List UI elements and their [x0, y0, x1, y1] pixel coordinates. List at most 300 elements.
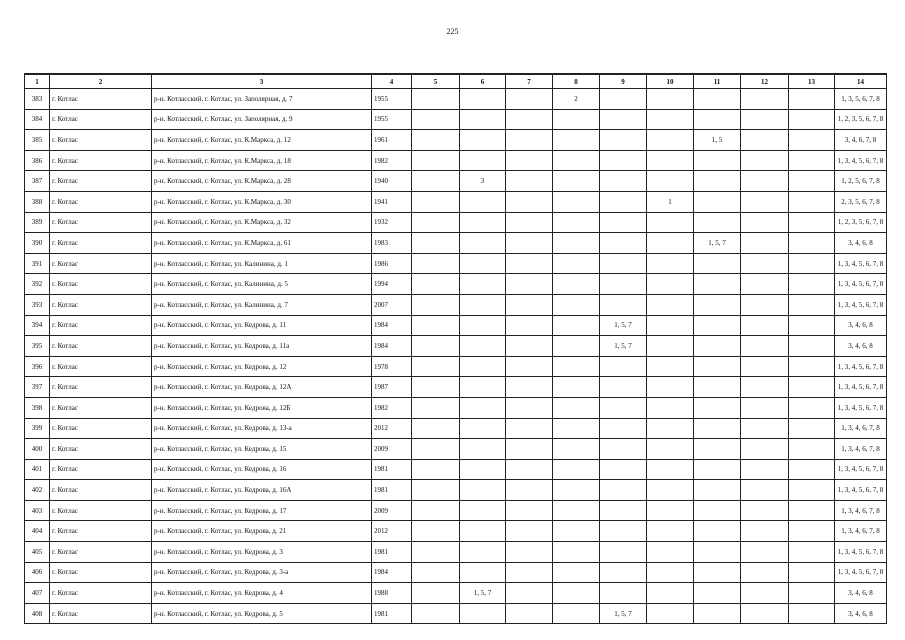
cell-col-14: 1, 3, 4, 5, 6, 7, 8	[835, 274, 887, 295]
cell-address: р-н. Котласский, г. Котлас, ул. Кедрова, д. 12Б	[152, 397, 372, 418]
cell-build-year: 1932	[372, 212, 412, 233]
cell-col-5	[412, 294, 460, 315]
table-row	[25, 377, 887, 398]
cell-col-7	[506, 212, 553, 233]
cell-settlement: г. Котлас	[50, 191, 152, 212]
table-row	[25, 274, 887, 295]
cell-col-9	[600, 253, 647, 274]
cell-col-12	[741, 583, 789, 604]
cell-address: р-н. Котласский, г. Котлас, ул. Кедрова, д. 15	[152, 439, 372, 460]
cell-address: р-н. Котласский, г. Котлас, ул. Калинина, д. 1	[152, 253, 372, 274]
cell-col-12	[741, 603, 789, 624]
cell-col-7	[506, 480, 553, 501]
cell-col-11	[694, 212, 741, 233]
cell-col-13	[789, 294, 835, 315]
cell-col-9	[600, 89, 647, 110]
cell-build-year: 1994	[372, 274, 412, 295]
cell-address: р-н. Котласский, г. Котлас, ул. К.Маркса, д. 28	[152, 171, 372, 192]
table-row	[25, 336, 887, 357]
cell-col-9	[600, 418, 647, 439]
cell-address: р-н. Котласский, г. Котлас, ул. Кедрова, д. 12А	[152, 377, 372, 398]
cell-col-12	[741, 315, 789, 336]
cell-col-13	[789, 603, 835, 624]
cell-col-10	[647, 294, 694, 315]
table-row	[25, 233, 887, 254]
cell-col-13	[789, 562, 835, 583]
cell-col-12	[741, 212, 789, 233]
cell-col-7	[506, 459, 553, 480]
cell-col-10	[647, 439, 694, 460]
cell-col-8	[553, 253, 600, 274]
cell-col-5	[412, 109, 460, 130]
cell-col-7	[506, 377, 553, 398]
cell-col-14: 3, 4, 6, 8	[835, 583, 887, 604]
cell-col-14: 3, 4, 6, 8	[835, 603, 887, 624]
header-col-2: 2	[50, 74, 152, 89]
cell-row-number: 387	[25, 171, 50, 192]
cell-col-10	[647, 583, 694, 604]
cell-col-6	[460, 150, 506, 171]
cell-col-7	[506, 397, 553, 418]
cell-col-7	[506, 542, 553, 563]
cell-col-6	[460, 377, 506, 398]
cell-col-13	[789, 459, 835, 480]
header-col-3: 3	[152, 74, 372, 89]
cell-col-12	[741, 109, 789, 130]
cell-col-14: 1, 3, 4, 5, 6, 7, 8	[835, 542, 887, 563]
cell-col-8	[553, 562, 600, 583]
cell-col-6	[460, 542, 506, 563]
table-row	[25, 150, 887, 171]
cell-col-8	[553, 274, 600, 295]
cell-col-11: 1, 5	[694, 130, 741, 151]
cell-col-5	[412, 583, 460, 604]
cell-col-12	[741, 191, 789, 212]
cell-col-10	[647, 150, 694, 171]
cell-col-9	[600, 480, 647, 501]
cell-col-13	[789, 109, 835, 130]
building-registry-table	[24, 73, 887, 624]
cell-col-10	[647, 603, 694, 624]
cell-row-number: 386	[25, 150, 50, 171]
cell-row-number: 391	[25, 253, 50, 274]
cell-col-8	[553, 294, 600, 315]
cell-col-13	[789, 212, 835, 233]
cell-col-11	[694, 191, 741, 212]
cell-col-9: 1, 5, 7	[600, 315, 647, 336]
cell-col-14: 1, 2, 3, 5, 6, 7, 8	[835, 109, 887, 130]
cell-col-11	[694, 89, 741, 110]
cell-col-11	[694, 521, 741, 542]
cell-col-13	[789, 439, 835, 460]
cell-col-11	[694, 315, 741, 336]
cell-col-7	[506, 439, 553, 460]
cell-col-13	[789, 315, 835, 336]
cell-col-14: 1, 3, 4, 5, 6, 7, 8	[835, 562, 887, 583]
cell-col-10	[647, 521, 694, 542]
cell-row-number: 402	[25, 480, 50, 501]
cell-col-11	[694, 356, 741, 377]
cell-col-12	[741, 542, 789, 563]
cell-col-12	[741, 130, 789, 151]
cell-col-11	[694, 397, 741, 418]
cell-row-number: 404	[25, 521, 50, 542]
cell-row-number: 408	[25, 603, 50, 624]
cell-col-11	[694, 562, 741, 583]
cell-build-year: 1981	[372, 459, 412, 480]
cell-col-14: 3, 4, 6, 8	[835, 233, 887, 254]
cell-row-number: 407	[25, 583, 50, 604]
cell-col-14: 1, 3, 4, 5, 6, 7, 8	[835, 459, 887, 480]
cell-col-14: 1, 3, 4, 6, 7, 8	[835, 439, 887, 460]
cell-col-7	[506, 150, 553, 171]
cell-col-8: 2	[553, 89, 600, 110]
table-body	[25, 89, 887, 624]
cell-col-6	[460, 439, 506, 460]
cell-col-14: 1, 3, 4, 6, 7, 8	[835, 521, 887, 542]
cell-col-7	[506, 418, 553, 439]
cell-address: р-н. Котласский, г. Котлас, ул. Калинина, д. 5	[152, 274, 372, 295]
cell-address: р-н. Котласский, г. Котлас, ул. Кедрова, д. 16А	[152, 480, 372, 501]
cell-address: р-н. Котласский, г. Котлас, ул. К.Маркса, д. 32	[152, 212, 372, 233]
cell-address: р-н. Котласский, г. Котлас, ул. К.Маркса, д. 18	[152, 150, 372, 171]
cell-build-year: 2012	[372, 418, 412, 439]
header-col-8: 8	[553, 74, 600, 89]
cell-col-11	[694, 171, 741, 192]
cell-col-14: 2, 3, 5, 6, 7, 8	[835, 191, 887, 212]
cell-col-8	[553, 542, 600, 563]
cell-build-year: 1983	[372, 233, 412, 254]
cell-col-9	[600, 356, 647, 377]
cell-col-11	[694, 480, 741, 501]
cell-col-6	[460, 418, 506, 439]
cell-col-9	[600, 397, 647, 418]
cell-col-7	[506, 603, 553, 624]
cell-col-8	[553, 439, 600, 460]
cell-build-year: 1981	[372, 480, 412, 501]
cell-col-5	[412, 130, 460, 151]
cell-col-10	[647, 542, 694, 563]
cell-col-6	[460, 336, 506, 357]
cell-build-year: 1982	[372, 150, 412, 171]
header-col-1: 1	[25, 74, 50, 89]
cell-address: р-н. Котласский, г. Котлас, ул. Кедрова, д. 4	[152, 583, 372, 604]
cell-col-13	[789, 89, 835, 110]
cell-settlement: г. Котлас	[50, 212, 152, 233]
cell-col-7	[506, 562, 553, 583]
cell-col-5	[412, 500, 460, 521]
cell-col-8	[553, 397, 600, 418]
cell-col-10	[647, 418, 694, 439]
cell-col-10	[647, 397, 694, 418]
cell-col-8	[553, 315, 600, 336]
cell-col-13	[789, 356, 835, 377]
cell-address: р-н. Котласский, г. Котлас, ул. Кедрова, д. 11а	[152, 336, 372, 357]
cell-col-12	[741, 294, 789, 315]
cell-col-14: 1, 2, 3, 5, 6, 7, 8	[835, 212, 887, 233]
cell-col-14: 1, 2, 5, 6, 7, 8	[835, 171, 887, 192]
cell-build-year: 1941	[372, 191, 412, 212]
cell-col-8	[553, 212, 600, 233]
table-row	[25, 212, 887, 233]
cell-build-year: 2009	[372, 500, 412, 521]
cell-col-6	[460, 500, 506, 521]
cell-col-8	[553, 171, 600, 192]
cell-settlement: г. Котлас	[50, 253, 152, 274]
page-number: 225	[446, 27, 459, 36]
cell-col-12	[741, 500, 789, 521]
cell-settlement: г. Котлас	[50, 274, 152, 295]
cell-col-10	[647, 480, 694, 501]
cell-col-6	[460, 521, 506, 542]
cell-row-number: 405	[25, 542, 50, 563]
cell-address: р-н. Котласский, г. Котлас, ул. Кедрова, д. 13-а	[152, 418, 372, 439]
cell-col-14: 1, 3, 4, 5, 6, 7, 8	[835, 377, 887, 398]
cell-col-11	[694, 274, 741, 295]
cell-col-11	[694, 418, 741, 439]
cell-col-5	[412, 274, 460, 295]
table-row	[25, 253, 887, 274]
cell-col-9	[600, 171, 647, 192]
cell-col-7	[506, 336, 553, 357]
cell-build-year: 1981	[372, 603, 412, 624]
cell-col-7	[506, 191, 553, 212]
cell-col-13	[789, 233, 835, 254]
cell-row-number: 389	[25, 212, 50, 233]
cell-col-10: 1	[647, 191, 694, 212]
cell-col-10	[647, 253, 694, 274]
cell-col-11	[694, 439, 741, 460]
cell-col-8	[553, 191, 600, 212]
cell-address: р-н. Котласский, г. Котлас, ул. Кедрова, д. 21	[152, 521, 372, 542]
cell-col-13	[789, 191, 835, 212]
cell-address: р-н. Котласский, г. Котлас, ул. К.Маркса, д. 30	[152, 191, 372, 212]
cell-row-number: 385	[25, 130, 50, 151]
cell-col-6	[460, 191, 506, 212]
table-row	[25, 480, 887, 501]
cell-settlement: г. Котлас	[50, 171, 152, 192]
cell-col-8	[553, 459, 600, 480]
cell-col-5	[412, 603, 460, 624]
cell-col-8	[553, 418, 600, 439]
cell-col-13	[789, 150, 835, 171]
cell-col-13	[789, 500, 835, 521]
cell-col-11	[694, 336, 741, 357]
header-col-10: 10	[647, 74, 694, 89]
cell-address: р-н. Котласский, г. Котлас, ул. Кедрова, д. 11	[152, 315, 372, 336]
cell-col-9	[600, 500, 647, 521]
table-row	[25, 294, 887, 315]
cell-col-13	[789, 583, 835, 604]
cell-settlement: г. Котлас	[50, 480, 152, 501]
cell-col-12	[741, 521, 789, 542]
table-row	[25, 191, 887, 212]
cell-col-6: 3	[460, 171, 506, 192]
cell-col-11	[694, 459, 741, 480]
cell-build-year: 1986	[372, 253, 412, 274]
cell-col-5	[412, 89, 460, 110]
cell-col-6	[460, 109, 506, 130]
cell-build-year: 1955	[372, 109, 412, 130]
cell-col-5	[412, 336, 460, 357]
cell-col-5	[412, 459, 460, 480]
cell-col-10	[647, 109, 694, 130]
cell-col-10	[647, 377, 694, 398]
cell-address: р-н. Котласский, г. Котлас, ул. Заполярная, д. 7	[152, 89, 372, 110]
cell-col-12	[741, 356, 789, 377]
cell-col-12	[741, 233, 789, 254]
cell-settlement: г. Котлас	[50, 315, 152, 336]
cell-settlement: г. Котлас	[50, 356, 152, 377]
cell-col-9	[600, 294, 647, 315]
cell-col-11	[694, 603, 741, 624]
table-row	[25, 171, 887, 192]
cell-col-6	[460, 274, 506, 295]
table-row	[25, 356, 887, 377]
cell-col-12	[741, 418, 789, 439]
table-row	[25, 521, 887, 542]
cell-col-9	[600, 274, 647, 295]
cell-col-11	[694, 150, 741, 171]
cell-address: р-н. Котласский, г. Котлас, ул. Кедрова, д. 3-а	[152, 562, 372, 583]
cell-col-13	[789, 171, 835, 192]
cell-col-9	[600, 212, 647, 233]
header-col-11: 11	[694, 74, 741, 89]
cell-col-10	[647, 212, 694, 233]
cell-col-10	[647, 274, 694, 295]
cell-col-5	[412, 521, 460, 542]
table-row	[25, 603, 887, 624]
cell-col-7	[506, 356, 553, 377]
cell-col-5	[412, 542, 460, 563]
cell-row-number: 388	[25, 191, 50, 212]
cell-col-12	[741, 336, 789, 357]
cell-col-14: 1, 3, 4, 6, 7, 8	[835, 500, 887, 521]
cell-col-10	[647, 171, 694, 192]
cell-build-year: 1981	[372, 542, 412, 563]
cell-col-11	[694, 109, 741, 130]
cell-address: р-н. Котласский, г. Котлас, ул. Кедрова, д. 3	[152, 542, 372, 563]
cell-col-11	[694, 500, 741, 521]
cell-col-13	[789, 253, 835, 274]
cell-col-5	[412, 191, 460, 212]
cell-col-9	[600, 150, 647, 171]
cell-col-5	[412, 439, 460, 460]
cell-col-12	[741, 397, 789, 418]
header-row	[25, 74, 887, 89]
cell-build-year: 1955	[372, 89, 412, 110]
cell-col-9	[600, 191, 647, 212]
cell-col-7	[506, 315, 553, 336]
cell-col-10	[647, 500, 694, 521]
cell-col-13	[789, 336, 835, 357]
cell-row-number: 403	[25, 500, 50, 521]
cell-row-number: 400	[25, 439, 50, 460]
cell-col-6	[460, 89, 506, 110]
cell-col-5	[412, 315, 460, 336]
cell-settlement: г. Котлас	[50, 562, 152, 583]
cell-col-10	[647, 89, 694, 110]
cell-col-14: 1, 3, 4, 5, 6, 7, 8	[835, 253, 887, 274]
cell-col-8	[553, 583, 600, 604]
header-col-4: 4	[372, 74, 412, 89]
header-col-9: 9	[600, 74, 647, 89]
cell-col-14: 1, 3, 4, 5, 6, 7, 8	[835, 150, 887, 171]
cell-col-5	[412, 397, 460, 418]
cell-col-5	[412, 253, 460, 274]
cell-row-number: 398	[25, 397, 50, 418]
cell-col-6	[460, 233, 506, 254]
cell-col-8	[553, 109, 600, 130]
cell-col-7	[506, 233, 553, 254]
cell-col-13	[789, 130, 835, 151]
cell-build-year: 1978	[372, 356, 412, 377]
cell-col-6	[460, 130, 506, 151]
cell-col-7	[506, 109, 553, 130]
cell-col-7	[506, 274, 553, 295]
cell-col-14: 1, 3, 5, 6, 7, 8	[835, 89, 887, 110]
cell-col-5	[412, 480, 460, 501]
cell-address: р-н. Котласский, г. Котлас, ул. Калинина, д. 7	[152, 294, 372, 315]
cell-col-8	[553, 500, 600, 521]
cell-address: р-н. Котласский, г. Котлас, ул. Кедрова, д. 5	[152, 603, 372, 624]
table-header	[25, 74, 887, 89]
cell-col-11	[694, 253, 741, 274]
cell-settlement: г. Котлас	[50, 150, 152, 171]
cell-col-12	[741, 439, 789, 460]
cell-settlement: г. Котлас	[50, 109, 152, 130]
cell-row-number: 399	[25, 418, 50, 439]
table-row	[25, 315, 887, 336]
table-row	[25, 89, 887, 110]
cell-col-7	[506, 294, 553, 315]
cell-build-year: 1940	[372, 171, 412, 192]
cell-col-9	[600, 583, 647, 604]
cell-col-11: 1, 5, 7	[694, 233, 741, 254]
cell-col-12	[741, 253, 789, 274]
cell-col-11	[694, 542, 741, 563]
cell-address: р-н. Котласский, г. Котлас, ул. Кедрова, д. 16	[152, 459, 372, 480]
cell-col-7	[506, 89, 553, 110]
cell-col-9: 1, 5, 7	[600, 603, 647, 624]
cell-col-10	[647, 356, 694, 377]
cell-settlement: г. Котлас	[50, 542, 152, 563]
cell-col-5	[412, 377, 460, 398]
cell-build-year: 2009	[372, 439, 412, 460]
cell-col-13	[789, 542, 835, 563]
cell-col-9: 1, 5, 7	[600, 336, 647, 357]
cell-address: р-н. Котласский, г. Котлас, ул. К.Маркса, д. 61	[152, 233, 372, 254]
cell-col-8	[553, 233, 600, 254]
cell-col-14: 1, 3, 4, 5, 6, 7, 8	[835, 397, 887, 418]
cell-col-5	[412, 171, 460, 192]
table-row	[25, 439, 887, 460]
cell-col-14: 1, 3, 4, 5, 6, 7, 8	[835, 294, 887, 315]
cell-col-5	[412, 233, 460, 254]
cell-col-5	[412, 150, 460, 171]
cell-col-14: 3, 4, 6, 7, 8	[835, 130, 887, 151]
cell-col-9	[600, 109, 647, 130]
cell-col-6	[460, 397, 506, 418]
cell-col-9	[600, 521, 647, 542]
cell-settlement: г. Котлас	[50, 439, 152, 460]
cell-col-8	[553, 480, 600, 501]
header-col-13: 13	[789, 74, 835, 89]
cell-col-7	[506, 253, 553, 274]
cell-row-number: 383	[25, 89, 50, 110]
cell-row-number: 397	[25, 377, 50, 398]
cell-col-10	[647, 562, 694, 583]
